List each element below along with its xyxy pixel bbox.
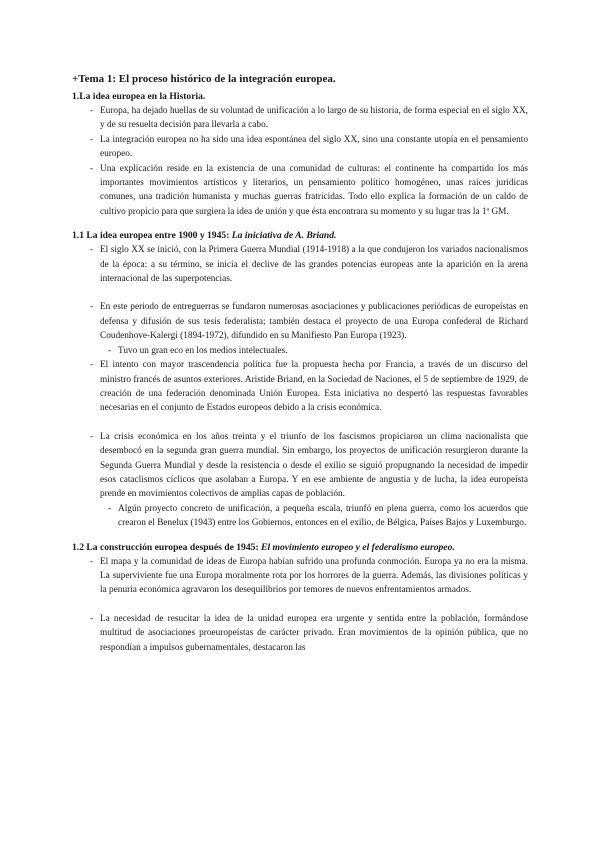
section-heading-main: 1.2 La construcción europea después de 1945: [72,541,262,553]
section-after-1945 [72,541,528,655]
sub-bullet-list [72,344,528,358]
bullet-list [72,104,528,219]
section-heading-subtitle: El movimiento europeo y el federalismo europeo. [261,541,455,553]
section-heading [72,541,528,555]
bullet-item: - Una explicación reside en la existencia de una comunidad de culturas: el continente ha compartido los más importantes movimientos artísticos y literarios, un pensamiento político homogéneo, unas raíces jurídicas comunes, una tradición humanista y muchas guerras fratricidas. Todo ello explica la formación de un caldo de cultivo propicio para que surgiera la idea de unión y que ésta encontrara su momento y su lugar tras la 1ª GM. [72,162,528,220]
bullet-item: - Europa, ha dejado huellas de su voluntad de unificación a lo largo de su historia, de forma especial en el siglo XX, y de su resuelta decisión para llevarla a cabo. [72,104,528,133]
bullet-text: La crisis económica en los años treinta y el triunfo de los fascismos propiciaron un clima nacionalista que desembocó en la segunda gran guerra mundial. Sin embargo, los proyectos de unificación resurgieron durante la Segunda Guerra Mundial y desde la resistencia o desde el exilio se siguió propugnando la necesidad de impedir esos cataclismos cíclicos que asolaban a Europa. Y en ese ambiente de angustia y de lucha, la idea europeísta prende en movimientos colectivos de amplias capas de población. [100,431,528,500]
section-heading-main: 1.1 La idea europea entre 1900 y 1945: [72,230,232,242]
section-heading: 1.La idea europea en la Historia. [72,91,206,102]
section-heading-subtitle: La iniciativa de A. Briand. [231,230,337,242]
bullet-item: - El mapa y la comunidad de ideas de Europa habían sufrido una profunda conmoción. Europa ya no era la misma. La superviviente fue una Europa moralmente rota por los horrores de la guerra. Además, las divisiones políticas y la penuria económica agravaron los desequilibrios por temores de nuevos enfrentamientos armados. [72,555,528,598]
bullet-text: En este periodo de entreguerras se fundaron numerosas asociaciones y publicaciones periódicas de europeístas en defensa y difusión de sus tesis federalista; también destaca el proyecto de una Europa confederal de Richard Coudenhove-Kalergi (1894-1972), difundido en su Manifiesto Pan Europa (1923). [100,302,528,342]
section-heading [72,229,528,243]
sub-bullet-item: - Algún proyecto concreto de unificación, a pequeña escala, triunfó en plena guerra, como los acuerdos que crearon el Benelux (1943) entre los Gobiernos, entonces en el exilio, de Bélgica, Países Bajos y Luxemburgo. [72,502,528,531]
bullet-list [72,555,528,655]
document-page [72,72,528,655]
section-idea-europea [72,90,528,219]
bullet-item: - La necesidad de resucitar la idea de la unidad europea era urgente y sentida entre la población, formándose multitud de asociaciones proeuropeístas de carácter privado. Eran movimientos de la opinión pública, que no respondían a impulsos gubernamentales, destacaron las [72,612,528,655]
bullet-item [72,300,528,358]
document-title: +Tema 1: El proceso histórico de la integración europea. [72,73,336,85]
sub-bullet-item: - Tuvo un gran eco en los medios intelectuales. [72,344,528,358]
sub-bullet-list [72,502,528,531]
section-1900-1945 [72,229,528,530]
bullet-item [72,430,528,531]
bullet-item: - El intento con mayor trascendencia política fue la propuesta hecha por Francia, a través de un discurso del ministro francés de asuntos exteriores. Aristide Briand, en la Sociedad de Naciones, el 5 de septiembre de 1929, de creación de una federación denominada Unión Europea. Esta iniciativa no despertó las respuestas favorables necesarias en el conjunto de Estados europeos debido a la crisis económica. [72,358,528,416]
bullet-item: - El siglo XX se inició, con la Primera Guerra Mundial (1914-1918) a la que condujeron los variados nacionalismos de la época: a su término, se inicia el declive de las grandes potencias europeas ante la aparición en la arena internacional de las superpotencias. [72,243,528,286]
bullet-item: - La integración europea no ha sido una idea espontánea del siglo XX, sino una constante utopía en el pensamiento europeo. [72,133,528,162]
bullet-list [72,243,528,530]
